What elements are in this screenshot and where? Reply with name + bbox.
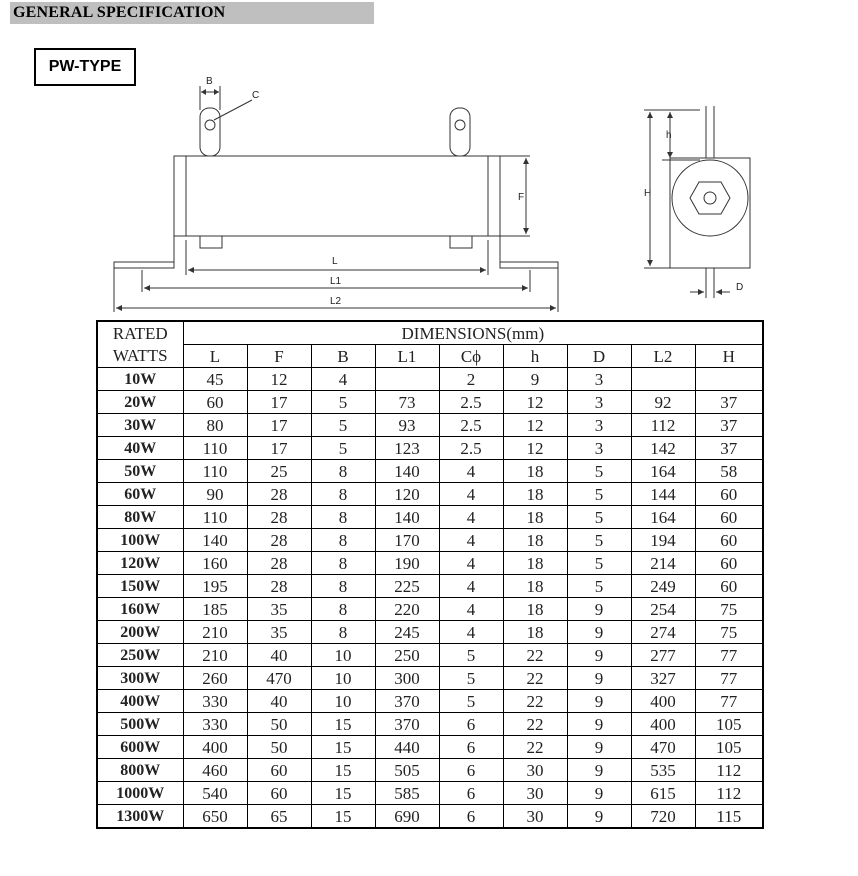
rated-watts-cell: 1300W	[97, 805, 183, 829]
table-row	[97, 575, 763, 598]
table-cell: 15	[311, 759, 375, 782]
table-cell: 22	[503, 713, 567, 736]
table-cell: 80	[183, 414, 247, 437]
table-cell: 8	[311, 575, 375, 598]
rated-watts-cell: 500W	[97, 713, 183, 736]
table-cell: 2.5	[439, 437, 503, 460]
table-cell: 9	[567, 736, 631, 759]
table-cell: 9	[567, 667, 631, 690]
table-cell: 8	[311, 460, 375, 483]
rated-watts-cell: 80W	[97, 506, 183, 529]
table-cell: 5	[439, 690, 503, 713]
table-cell: 60	[183, 391, 247, 414]
table-cell: 28	[247, 529, 311, 552]
table-cell: 3	[567, 391, 631, 414]
table-cell: 185	[183, 598, 247, 621]
table-cell: 5	[567, 506, 631, 529]
rated-watts-cell: 60W	[97, 483, 183, 506]
table-cell: 535	[631, 759, 695, 782]
table-cell: 30	[503, 782, 567, 805]
table-cell: 4	[439, 506, 503, 529]
table-cell: 40	[247, 690, 311, 713]
table-cell: 6	[439, 782, 503, 805]
label-l2: L2	[330, 296, 342, 307]
table-cell: 2.5	[439, 391, 503, 414]
rated-header: RATED	[97, 321, 183, 345]
table-cell: 4	[439, 529, 503, 552]
type-label-box: PW-TYPE	[34, 48, 136, 86]
table-cell: 370	[375, 713, 439, 736]
table-row	[97, 690, 763, 713]
table-cell: 45	[183, 368, 247, 391]
table-cell: 5	[567, 529, 631, 552]
table-cell: 9	[567, 621, 631, 644]
dimensions-table	[96, 320, 764, 829]
table-cell: 140	[375, 460, 439, 483]
table-cell: 144	[631, 483, 695, 506]
table-cell: 18	[503, 598, 567, 621]
rated-watts-cell: 160W	[97, 598, 183, 621]
table-cell: 18	[503, 529, 567, 552]
table-row	[97, 552, 763, 575]
rated-watts-cell: 100W	[97, 529, 183, 552]
table-cell: 210	[183, 621, 247, 644]
table-cell: 115	[695, 805, 763, 829]
table-cell: 17	[247, 437, 311, 460]
table-cell: 73	[375, 391, 439, 414]
table-row	[97, 667, 763, 690]
table-cell: 690	[375, 805, 439, 829]
table-cell: 60	[695, 529, 763, 552]
table-cell: 540	[183, 782, 247, 805]
table-cell: 8	[311, 483, 375, 506]
table-row	[97, 805, 763, 829]
table-cell: 470	[247, 667, 311, 690]
table-cell: 400	[183, 736, 247, 759]
table-cell: 8	[311, 598, 375, 621]
table-cell: 18	[503, 483, 567, 506]
table-cell: 9	[503, 368, 567, 391]
table-cell: 142	[631, 437, 695, 460]
table-cell: 110	[183, 437, 247, 460]
table-cell: 164	[631, 460, 695, 483]
table-cell: 37	[695, 437, 763, 460]
table-cell: 112	[631, 414, 695, 437]
table-cell: 9	[567, 644, 631, 667]
table-cell: 4	[311, 368, 375, 391]
table-cell: 18	[503, 621, 567, 644]
table-row	[97, 759, 763, 782]
table-cell: 4	[439, 483, 503, 506]
table-cell: 6	[439, 759, 503, 782]
table-row	[97, 644, 763, 667]
table-cell: 77	[695, 667, 763, 690]
table-cell: 15	[311, 782, 375, 805]
table-cell: 5	[311, 437, 375, 460]
table-cell: 5	[567, 552, 631, 575]
table-cell: 5	[311, 391, 375, 414]
rated-watts-cell: 120W	[97, 552, 183, 575]
table-cell: 12	[503, 391, 567, 414]
column-header: Cϕ	[439, 345, 503, 368]
table-cell: 10	[311, 690, 375, 713]
table-cell: 22	[503, 690, 567, 713]
table-cell: 60	[695, 575, 763, 598]
table-cell: 17	[247, 391, 311, 414]
table-cell: 194	[631, 529, 695, 552]
table-cell: 190	[375, 552, 439, 575]
table-cell: 5	[439, 644, 503, 667]
table-cell: 650	[183, 805, 247, 829]
table-cell: 254	[631, 598, 695, 621]
table-cell: 75	[695, 598, 763, 621]
table-cell: 9	[567, 759, 631, 782]
label-b: B	[206, 76, 213, 87]
column-header: L	[183, 345, 247, 368]
table-cell	[631, 368, 695, 391]
table-row	[97, 483, 763, 506]
table-cell: 35	[247, 621, 311, 644]
table-cell: 4	[439, 460, 503, 483]
table-cell: 9	[567, 782, 631, 805]
table-cell: 400	[631, 690, 695, 713]
table-cell: 330	[183, 713, 247, 736]
table-cell: 110	[183, 460, 247, 483]
table-cell: 60	[247, 759, 311, 782]
table-cell: 5	[567, 483, 631, 506]
column-header: B	[311, 345, 375, 368]
table-cell: 720	[631, 805, 695, 829]
table-cell: 18	[503, 506, 567, 529]
column-header: F	[247, 345, 311, 368]
dimensions-header: DIMENSIONS(mm)	[183, 321, 763, 345]
table-cell: 140	[183, 529, 247, 552]
table-cell: 58	[695, 460, 763, 483]
table-cell: 327	[631, 667, 695, 690]
table-cell: 15	[311, 713, 375, 736]
table-row	[97, 368, 763, 391]
table-cell: 123	[375, 437, 439, 460]
table-cell: 4	[439, 575, 503, 598]
rated-watts-cell: 40W	[97, 437, 183, 460]
table-cell: 5	[439, 667, 503, 690]
table-cell: 9	[567, 598, 631, 621]
table-cell: 92	[631, 391, 695, 414]
table-cell	[375, 368, 439, 391]
table-cell: 3	[567, 437, 631, 460]
table-row	[97, 414, 763, 437]
table-cell: 37	[695, 391, 763, 414]
label-d: D	[736, 282, 744, 293]
watts-header: WATTS	[97, 345, 183, 368]
table-cell: 9	[567, 805, 631, 829]
table-cell: 260	[183, 667, 247, 690]
column-header: L2	[631, 345, 695, 368]
column-header: L1	[375, 345, 439, 368]
table-cell: 18	[503, 552, 567, 575]
rated-watts-cell: 50W	[97, 460, 183, 483]
table-cell: 9	[567, 690, 631, 713]
label-h-small: h	[666, 130, 672, 141]
label-c: C	[252, 90, 260, 101]
table-cell: 37	[695, 414, 763, 437]
table-cell: 250	[375, 644, 439, 667]
table-cell: 8	[311, 552, 375, 575]
label-l1: L1	[330, 276, 342, 287]
table-cell: 4	[439, 621, 503, 644]
table-row	[97, 713, 763, 736]
table-cell: 17	[247, 414, 311, 437]
table-cell: 214	[631, 552, 695, 575]
table-cell: 8	[311, 621, 375, 644]
table-cell: 160	[183, 552, 247, 575]
rated-watts-cell: 250W	[97, 644, 183, 667]
table-cell: 22	[503, 736, 567, 759]
table-cell: 8	[311, 529, 375, 552]
table-cell: 35	[247, 598, 311, 621]
table-cell: 330	[183, 690, 247, 713]
table-cell: 112	[695, 759, 763, 782]
table-cell: 28	[247, 552, 311, 575]
rated-watts-cell: 10W	[97, 368, 183, 391]
section-title: GENERAL SPECIFICATION	[10, 2, 374, 24]
table-cell: 18	[503, 460, 567, 483]
table-row	[97, 621, 763, 644]
column-header: D	[567, 345, 631, 368]
table-row	[97, 529, 763, 552]
rated-watts-cell: 300W	[97, 667, 183, 690]
table-cell: 164	[631, 506, 695, 529]
table-cell: 105	[695, 713, 763, 736]
table-cell: 3	[567, 414, 631, 437]
table-cell: 12	[503, 414, 567, 437]
table-cell: 40	[247, 644, 311, 667]
table-cell: 120	[375, 483, 439, 506]
table-cell: 22	[503, 644, 567, 667]
table-cell: 15	[311, 805, 375, 829]
table-cell: 6	[439, 713, 503, 736]
table-cell: 4	[439, 552, 503, 575]
table-cell: 220	[375, 598, 439, 621]
table-cell: 15	[311, 736, 375, 759]
table-cell: 12	[503, 437, 567, 460]
table-cell: 4	[439, 598, 503, 621]
column-header: H	[695, 345, 763, 368]
table-cell: 18	[503, 575, 567, 598]
table-cell: 370	[375, 690, 439, 713]
table-cell: 615	[631, 782, 695, 805]
table-cell: 505	[375, 759, 439, 782]
table-cell: 105	[695, 736, 763, 759]
table-cell: 5	[567, 575, 631, 598]
table-cell: 225	[375, 575, 439, 598]
table-cell: 460	[183, 759, 247, 782]
table-cell: 77	[695, 690, 763, 713]
table-cell: 585	[375, 782, 439, 805]
table-cell: 50	[247, 736, 311, 759]
table-cell: 75	[695, 621, 763, 644]
table-cell: 112	[695, 782, 763, 805]
table-cell: 5	[311, 414, 375, 437]
rated-watts-cell: 150W	[97, 575, 183, 598]
table-cell: 10	[311, 644, 375, 667]
table-cell: 12	[247, 368, 311, 391]
table-cell: 30	[503, 759, 567, 782]
table-cell: 60	[695, 506, 763, 529]
table-cell: 50	[247, 713, 311, 736]
rated-watts-cell: 30W	[97, 414, 183, 437]
table-row	[97, 782, 763, 805]
table-cell: 6	[439, 736, 503, 759]
table-cell: 60	[695, 552, 763, 575]
table-cell: 110	[183, 506, 247, 529]
table-row	[97, 460, 763, 483]
table-cell: 5	[567, 460, 631, 483]
rated-watts-cell: 200W	[97, 621, 183, 644]
table-cell: 2.5	[439, 414, 503, 437]
table-cell: 440	[375, 736, 439, 759]
table-cell: 249	[631, 575, 695, 598]
table-cell: 28	[247, 506, 311, 529]
table-cell: 22	[503, 667, 567, 690]
table-cell: 60	[247, 782, 311, 805]
resistor-drawing	[0, 0, 858, 318]
rated-watts-cell: 1000W	[97, 782, 183, 805]
table-cell: 9	[567, 713, 631, 736]
table-cell: 65	[247, 805, 311, 829]
table-cell: 195	[183, 575, 247, 598]
table-cell: 30	[503, 805, 567, 829]
column-header: h	[503, 345, 567, 368]
table-cell: 140	[375, 506, 439, 529]
table-cell: 210	[183, 644, 247, 667]
table-cell: 170	[375, 529, 439, 552]
table-row	[97, 391, 763, 414]
table-cell: 90	[183, 483, 247, 506]
table-cell	[695, 368, 763, 391]
table-cell: 93	[375, 414, 439, 437]
table-cell: 28	[247, 483, 311, 506]
label-l: L	[332, 256, 338, 267]
table-cell: 245	[375, 621, 439, 644]
table-cell: 10	[311, 667, 375, 690]
label-h-large: H	[644, 188, 652, 199]
table-cell: 470	[631, 736, 695, 759]
table-cell: 300	[375, 667, 439, 690]
rated-watts-cell: 400W	[97, 690, 183, 713]
table-cell: 77	[695, 644, 763, 667]
table-cell: 6	[439, 805, 503, 829]
table-cell: 60	[695, 483, 763, 506]
label-f: F	[518, 192, 525, 203]
table-cell: 274	[631, 621, 695, 644]
table-row	[97, 506, 763, 529]
table-cell: 400	[631, 713, 695, 736]
rated-watts-cell: 20W	[97, 391, 183, 414]
table-row	[97, 736, 763, 759]
rated-watts-cell: 800W	[97, 759, 183, 782]
table-cell: 3	[567, 368, 631, 391]
table-cell: 2	[439, 368, 503, 391]
table-cell: 8	[311, 506, 375, 529]
table-row	[97, 437, 763, 460]
rated-watts-cell: 600W	[97, 736, 183, 759]
table-row	[97, 598, 763, 621]
table-cell: 28	[247, 575, 311, 598]
table-cell: 25	[247, 460, 311, 483]
table-cell: 277	[631, 644, 695, 667]
